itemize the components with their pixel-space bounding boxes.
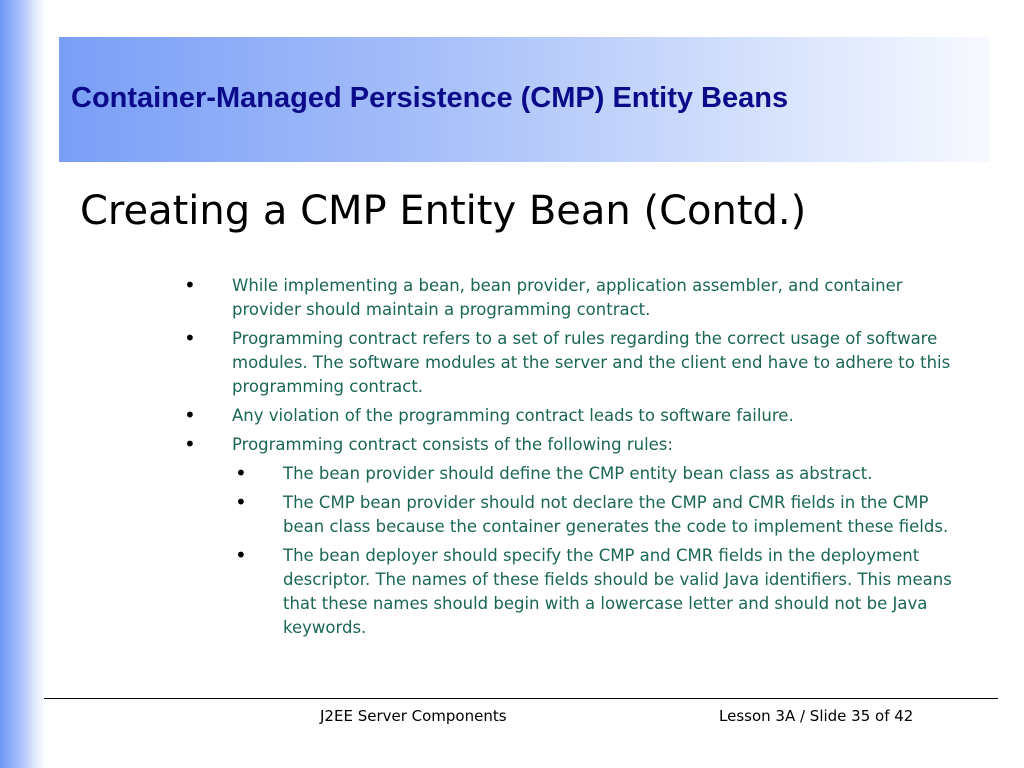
bullet-dot-icon: •	[235, 461, 247, 485]
slide-title: Creating a CMP Entity Bean (Contd.)	[80, 188, 807, 234]
banner-title: Container-Managed Persistence (CMP) Entity Beans	[71, 82, 789, 114]
bullet-dot-icon: •	[184, 403, 196, 427]
bullet-text: Any violation of the programming contract leads to software failure.	[232, 406, 794, 425]
footer-divider	[44, 698, 998, 699]
bullet-item	[180, 433, 960, 457]
bullet-text: Programming contract consists of the following rules:	[232, 435, 673, 454]
footer-course-title: J2EE Server Components	[320, 707, 507, 725]
left-decorative-bar	[0, 0, 46, 768]
bullet-text: While implementing a bean, bean provider, application assembler, and container provider should maintain a programming contract.	[232, 276, 903, 319]
bullet-dot-icon: •	[235, 490, 247, 514]
bullet-text: The CMP bean provider should not declare the CMP and CMR fields in the CMP bean class because the container generates the code to implement these fields.	[283, 493, 949, 536]
sub-bullet-item	[180, 491, 960, 539]
bullet-text: Programming contract refers to a set of rules regarding the correct usage of software modules. The software modules at the server and the client end have to adhere to this programming contract.	[232, 329, 951, 396]
bullet-item	[180, 327, 960, 399]
bullet-item	[180, 274, 960, 322]
bullet-dot-icon: •	[184, 273, 196, 297]
sub-bullet-item	[180, 544, 960, 640]
bullet-dot-icon: •	[184, 432, 196, 456]
bullet-item	[180, 404, 960, 428]
sub-bullet-item	[180, 462, 960, 486]
bullet-text: The bean deployer should specify the CMP and CMR fields in the deployment descriptor. The names of these fields should be valid Java identifiers. This means that these names should begin with a lowercase letter and should not be Java keywords.	[283, 546, 952, 637]
footer-slide-number: Lesson 3A / Slide 35 of 42	[719, 707, 914, 725]
bullet-text: The bean provider should define the CMP entity bean class as abstract.	[283, 464, 873, 483]
bullet-dot-icon: •	[184, 326, 196, 350]
bullet-dot-icon: •	[235, 543, 247, 567]
bullet-list	[180, 274, 960, 645]
header-banner	[59, 37, 990, 162]
